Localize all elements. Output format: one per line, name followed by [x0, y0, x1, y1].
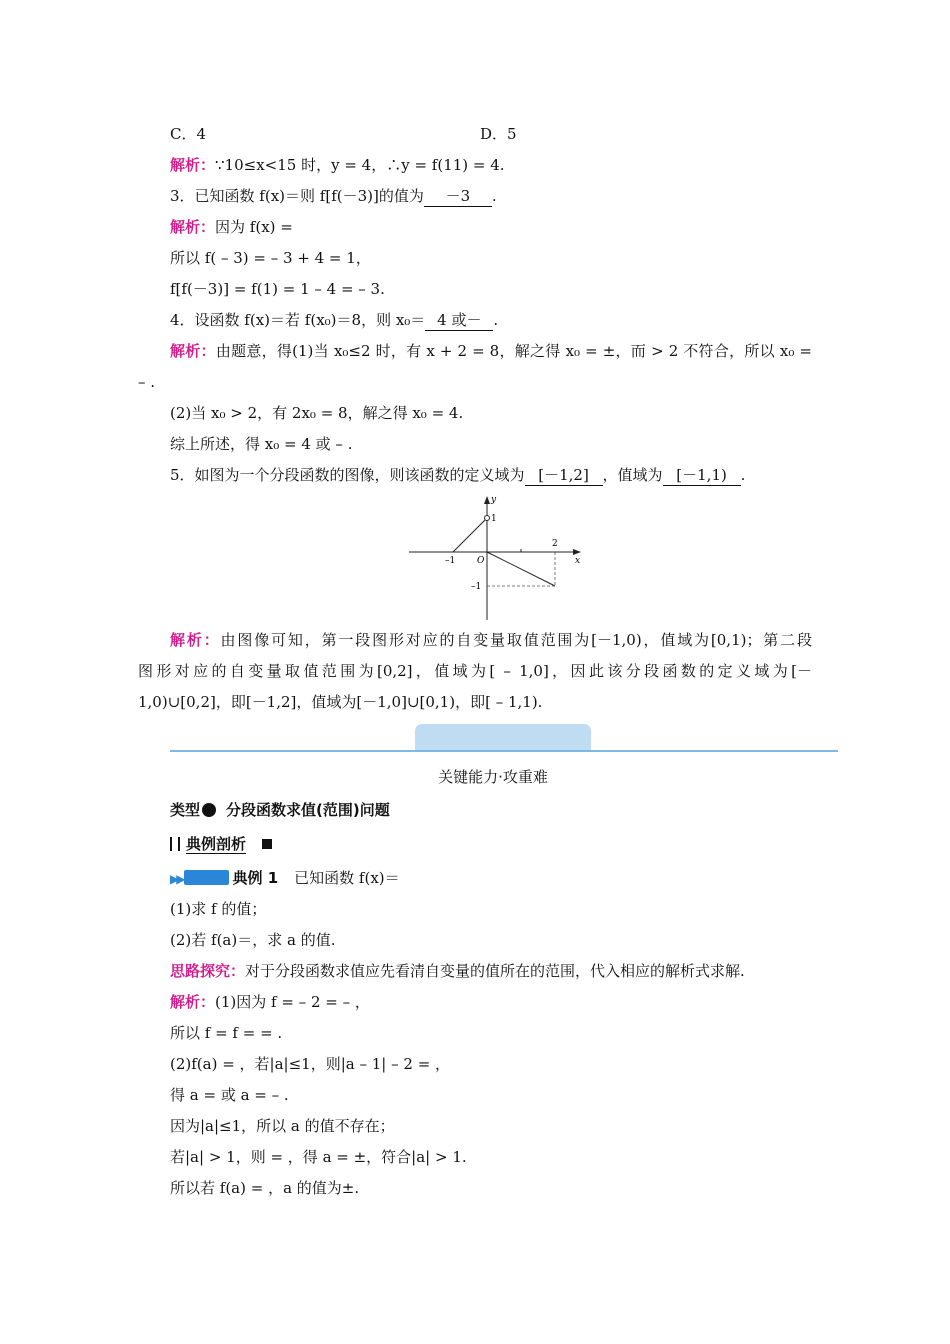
q3-end: .	[491, 187, 497, 205]
example-tag	[184, 870, 229, 885]
q3-stem-text: 3．已知函数 f(x)＝则 f[f(－3)]的值为	[170, 187, 424, 205]
type-prefix: 类型	[170, 801, 201, 819]
example-text: 已知函数 f(x)＝	[294, 869, 400, 887]
analysis-label: 解析：	[170, 631, 221, 649]
q4-end: .	[493, 311, 499, 329]
number-1-icon	[202, 803, 216, 817]
x-axis-arrow	[573, 549, 581, 555]
origin-label: O	[477, 556, 485, 566]
q3-analysis-l1	[170, 217, 293, 237]
label-1: 1	[491, 514, 497, 524]
square-icon	[262, 839, 272, 849]
example-analysis-l3: (2)f(a) = ，若|a|≤1，则|a – 1| – 2 = ，	[170, 1055, 451, 1073]
q5-analysis-l3: 1,0)∪[0,2]，即[－1,2]，值域为[－1,0]∪[0,1)，即[ – 1,1).	[138, 693, 543, 711]
label-neg1-x: –1	[445, 556, 456, 566]
piecewise-function-graph	[405, 492, 585, 622]
q5-range-answer: [－1,1)	[663, 465, 741, 486]
example-analysis-l4: 得 a = 或 a = – .	[170, 1086, 289, 1104]
y-label: y	[491, 495, 497, 505]
q5-stem-text: 5．如图为一个分段函数的图像，则该函数的定义域为	[170, 466, 525, 484]
q4-stem-text: 4．设函数 f(x)＝若 f(x₀)＝8，则 x₀＝	[170, 311, 426, 329]
q3-analysis-text: 因为 f(x) =	[215, 218, 293, 236]
example-analysis-l5: 因为|a|≤1，所以 a 的值不存在；	[170, 1117, 395, 1135]
q5-stem	[170, 465, 745, 486]
q5-mid: ，值域为	[602, 466, 663, 484]
q4-analysis-l2: (2)当 x₀ > 2，有 2x₀ = 8，解之得 x₀ = 4.	[170, 404, 464, 422]
q5-domain-answer: [－1,2]	[525, 465, 603, 486]
q3-answer: －3	[424, 186, 492, 207]
option-d: D．5	[480, 125, 517, 143]
q3-analysis-l3: f[f(－3)] = f(1) = 1 – 4 = – 3.	[170, 280, 385, 298]
q4-analysis-l1	[170, 341, 812, 361]
q3-analysis-l2: 所以 f( – 3) = – 3 + 4 = 1，	[170, 249, 371, 267]
q2-analysis	[170, 155, 505, 175]
label-2: 2	[552, 539, 558, 549]
q5-end: .	[740, 466, 746, 484]
double-arrow-icon: ▶▶	[170, 872, 183, 886]
q5-analysis-l2: 图形对应的自变量取值范围为[0,2]，值域为[ – 1,0]，因此该分段函数的定义域为[－	[138, 662, 812, 680]
x-label: x	[575, 556, 581, 566]
example-label: 典例 1	[232, 869, 279, 887]
analysis-label: 解析：	[170, 156, 216, 174]
analysis-label: 解析：	[170, 993, 216, 1011]
q4-analysis-l1b: – .	[138, 373, 156, 391]
example-analysis-text: (1)因为 f = – 2 = – ，	[215, 993, 370, 1011]
type-title: 分段函数求值(范围)问题	[226, 801, 390, 819]
think-text: 对于分段函数求值应先看清自变量的值所在的范围，代入相应的解析式求解.	[245, 962, 745, 980]
example-heading-text: 典例剖析	[186, 835, 247, 853]
type-1-heading	[170, 800, 390, 820]
segment-2	[487, 552, 555, 586]
think-label: 思路探究：	[170, 962, 246, 980]
example-analysis-l1	[170, 992, 370, 1012]
segment-1	[453, 520, 485, 552]
bar-icon	[178, 837, 180, 851]
example-1	[170, 868, 400, 889]
q2-analysis-text: ∵10≤x<15 时，y = 4，∴y = f(11) = 4.	[215, 156, 505, 174]
bar-icon	[170, 837, 172, 851]
q4-answer: 4 或－	[425, 310, 493, 331]
q4-stem	[170, 310, 498, 331]
section-banner-line	[170, 750, 838, 752]
example-analysis-l2: 所以 f = f = = .	[170, 1024, 283, 1042]
q4-analysis-l3: 综上所述，得 x₀ = 4 或 – .	[170, 435, 353, 453]
section-title: 关键能力·攻重难	[438, 768, 548, 786]
example-heading	[170, 834, 272, 854]
y-axis-arrow	[484, 496, 490, 504]
label-neg1-y: –1	[471, 582, 482, 592]
analysis-label: 解析：	[170, 218, 216, 236]
open-point	[485, 516, 490, 521]
think-line	[170, 961, 745, 981]
q5-analysis-l1	[170, 630, 812, 650]
analysis-label: 解析：	[170, 342, 216, 360]
q4-analysis-text: 由题意，得(1)当 x₀≤2 时，有 x + 2 = 8，解之得 x₀ = ±，而 > 2 不符合，所以 x₀ =	[215, 342, 812, 360]
option-c: C．4	[170, 125, 207, 143]
q3-stem	[170, 186, 497, 207]
example-q1: (1)求 f 的值；	[170, 900, 267, 918]
example-analysis-l7: 所以若 f(a) = ，a 的值为±.	[170, 1179, 360, 1197]
section-banner-tab	[415, 724, 591, 750]
example-q2: (2)若 f(a)＝，求 a 的值.	[170, 931, 336, 949]
example-analysis-l6: 若|a| > 1，则 = ，得 a = ±，符合|a| > 1.	[170, 1148, 467, 1166]
q5-analysis-text: 由图像可知，第一段图形对应的自变量取值范围为[－1,0)，值域为[0,1)；第二段	[220, 631, 812, 649]
